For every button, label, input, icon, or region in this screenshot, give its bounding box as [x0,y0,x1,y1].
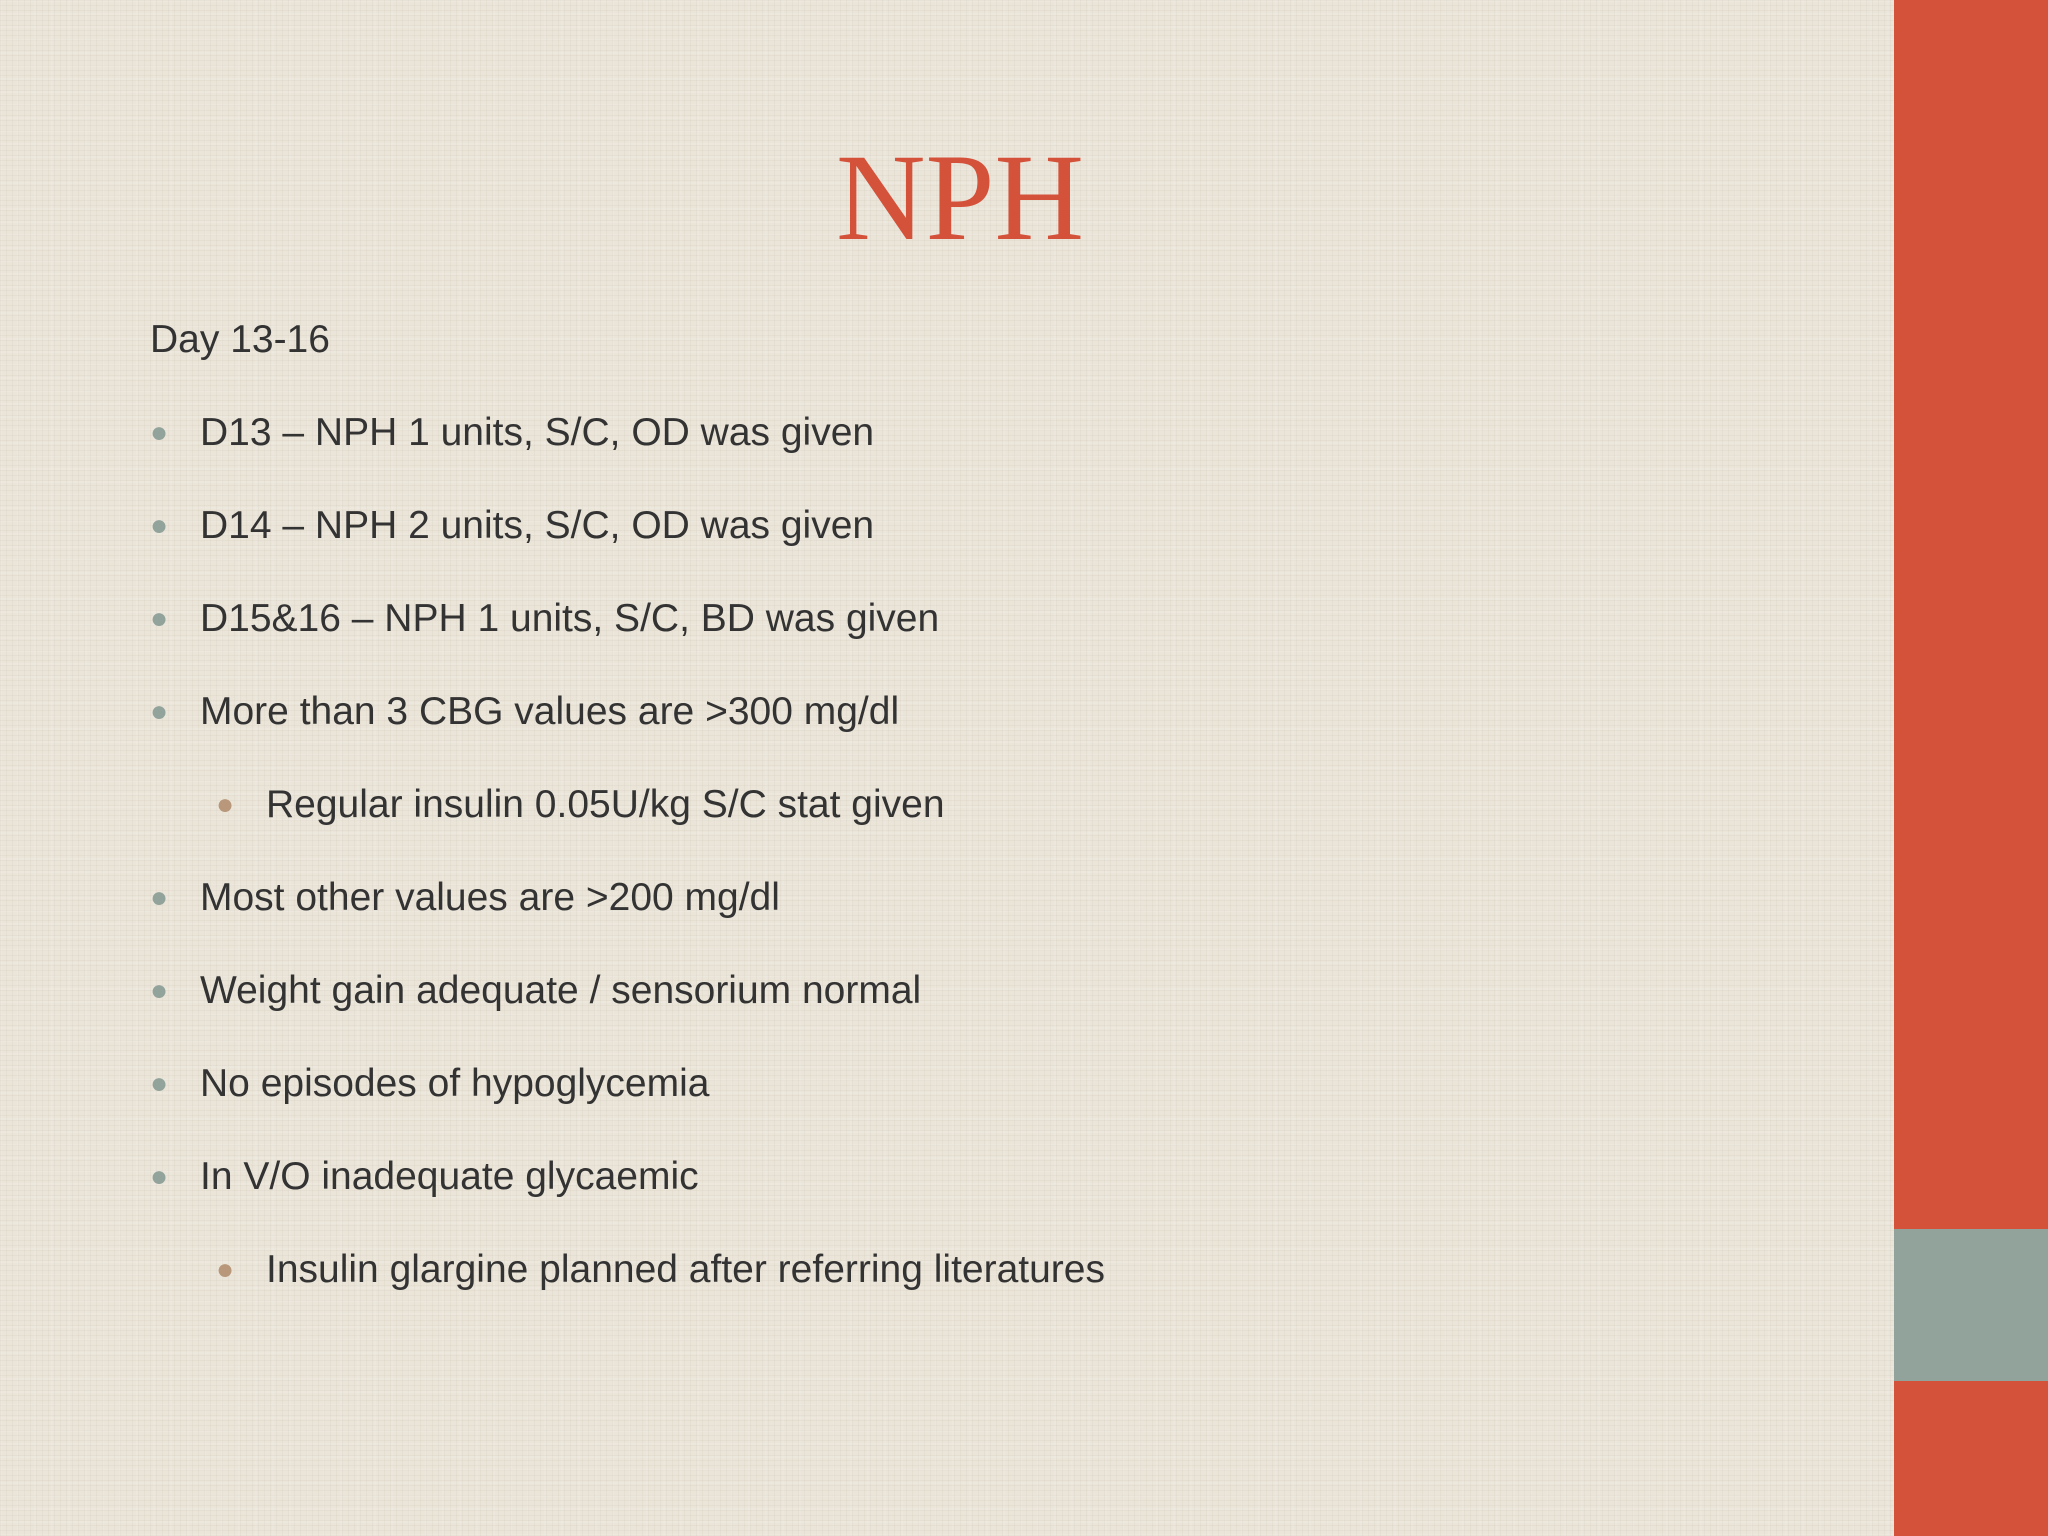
slide-body [150,312,1830,1335]
side-bar-gray-band [1894,1229,2048,1381]
bullet-item [150,870,1830,926]
bullet-item [150,1149,1830,1205]
bullet-text: More than 3 CBG values are >300 mg/dl [200,690,900,733]
bullet-text: D14 – NPH 2 units, S/C, OD was given [200,504,875,547]
bullet-item [150,1056,1830,1112]
bullet-dot-icon: ● [216,1253,235,1286]
bullet-text: Insulin glargine planned after referring literatures [266,1248,1105,1291]
bullet-item [150,498,1830,554]
bullet-item [150,591,1830,647]
bullet-dot-icon: ● [150,1160,169,1193]
bullet-dot-icon: ● [150,416,169,449]
sub-bullet-item [216,1242,1830,1298]
bullet-dot-icon: ● [150,974,169,1007]
bullet-dot-icon: ● [150,695,169,728]
slide-title: NPH [835,129,1085,266]
bullet-text: D13 – NPH 1 units, S/C, OD was given [200,411,875,454]
bullet-text: Regular insulin 0.05U/kg S/C stat given [266,783,945,826]
bullet-text: D15&16 – NPH 1 units, S/C, BD was given [200,597,940,640]
bullet-list [150,405,1830,1298]
bullet-dot-icon: ● [150,1067,169,1100]
bullet-dot-icon: ● [216,788,235,821]
bullet-text: Most other values are >200 mg/dl [200,876,780,919]
side-bar-red-band-bottom [1894,1381,2048,1536]
bullet-dot-icon: ● [150,881,169,914]
bullet-text: In V/O inadequate glycaemic [200,1155,699,1198]
bullet-dot-icon: ● [150,509,169,542]
bullet-item [150,405,1830,461]
day-range-heading: Day 13-16 [150,318,330,361]
bullet-text: No episodes of hypoglycemia [200,1062,710,1105]
sub-bullet-item [216,777,1830,833]
bullet-item [150,963,1830,1019]
bullet-text: Weight gain adequate / sensorium normal [200,969,922,1012]
bullet-dot-icon: ● [150,602,169,635]
bullet-item [150,684,1830,740]
